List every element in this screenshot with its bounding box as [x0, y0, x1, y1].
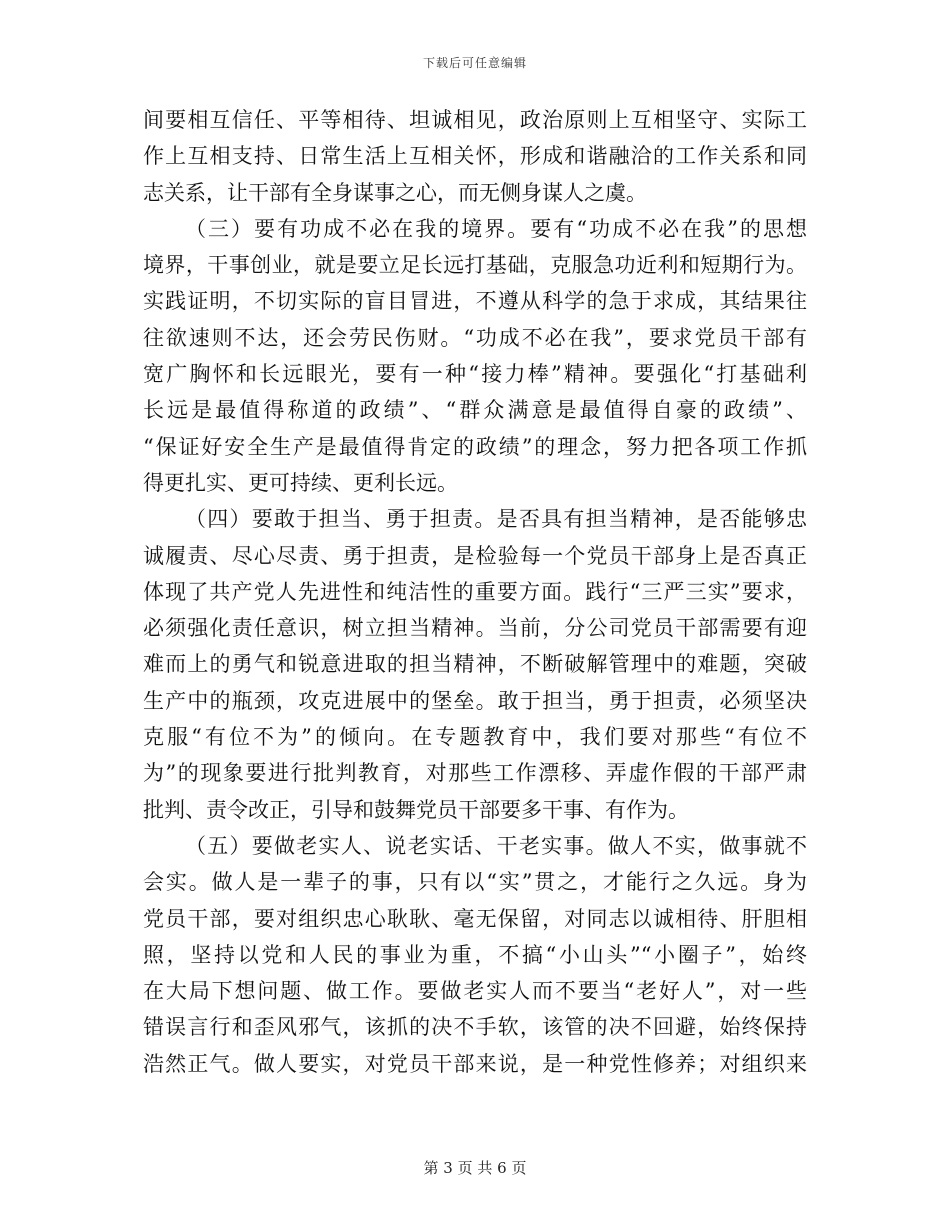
text-line: 克服“有位不为”的倾向。在专题教育中，我们要对那些“有位不: [143, 725, 807, 750]
text-line: 作上互相支持、日常生活上互相关怀，形成和谐融洽的工作关系和同: [143, 144, 807, 169]
text-line: 得更扎实、更可持续、更利长远。: [143, 470, 458, 495]
text-line: 党员干部，要对组织忠心耿耿、毫无保留，对同志以诚相待、肝胆相: [143, 906, 807, 931]
text-line: 批判、责令改正，引导和鼓舞党员干部要多干事、有作为。: [143, 797, 689, 822]
text-line: （五）要做老实人、说老实话、干老实事。做人不实，做事就不: [185, 833, 807, 858]
text-line: 生产中的瓶颈，攻克进展中的堡垒。敢于担当，勇于担责，必须坚决: [143, 688, 807, 713]
text-line: 志关系，让干部有全身谋事之心，而无侧身谋人之虞。: [143, 180, 647, 205]
text-line: 必须强化责任意识，树立担当精神。当前，分公司党员干部需要有迎: [143, 616, 807, 641]
text-line: （四）要敢于担当、勇于担责。是否具有担当精神，是否能够忠: [185, 507, 807, 532]
page-number: 第 3 页 共 6 页: [423, 1159, 527, 1177]
text-line: （三）要有功成不必在我的境界。要有“功成不必在我”的思想: [185, 216, 807, 241]
text-line: 境界，干事创业，就是要立足长远打基础，克服急功近利和短期行为。: [143, 253, 807, 278]
text-line: 在大局下想问题、做工作。要做老实人而不要当“老好人”，对一些: [143, 979, 807, 1004]
text-line: 往欲速则不达，还会劳民伤财。“功成不必在我”，要求党员干部有: [143, 325, 807, 350]
text-line: 间要相互信任、平等相待、坦诚相见，政治原则上互相坚守、实际工: [143, 108, 807, 132]
page-header: 下载后可任意编辑: [422, 56, 527, 70]
document-body: [143, 102, 807, 1082]
text-line: 为”的现象要进行批判教育，对那些工作漂移、弄虚作假的干部严肃: [143, 761, 807, 786]
text-line: 体现了共产党人先进性和纯洁性的重要方面。践行“三严三实”要求，: [143, 579, 807, 604]
text-line: 长远是最值得称道的政绩”、“群众满意是最值得自豪的政绩”、: [143, 398, 807, 423]
text-line: 诚履责、尽心尽责、勇于担责，是检验每一个党员干部身上是否真正: [143, 543, 807, 568]
text-line: 会实。做人是一辈子的事，只有以“实”贯之，才能行之久远。身为: [143, 870, 807, 895]
text-line: 照，坚持以党和人民的事业为重，不搞“小山头”“小圈子”，始终: [143, 942, 807, 967]
text-line: 浩然正气。做人要实，对党员干部来说，是一种党性修养；对组织来: [143, 1051, 807, 1076]
text-line: 宽广胸怀和长远眼光，要有一种“接力棒”精神。要强化“打基础利: [143, 362, 807, 387]
text-line: 错误言行和歪风邪气，该抓的决不手软，该管的决不回避，始终保持: [143, 1015, 807, 1040]
text-line: 实践证明，不切实际的盲目冒进，不遵从科学的急于求成，其结果往: [143, 289, 807, 314]
text-line: “保证好安全生产是最值得肯定的政绩”的理念，努力把各项工作抓: [143, 434, 807, 459]
text-line: 难而上的勇气和锐意进取的担当精神，不断破解管理中的难题，突破: [143, 652, 807, 677]
